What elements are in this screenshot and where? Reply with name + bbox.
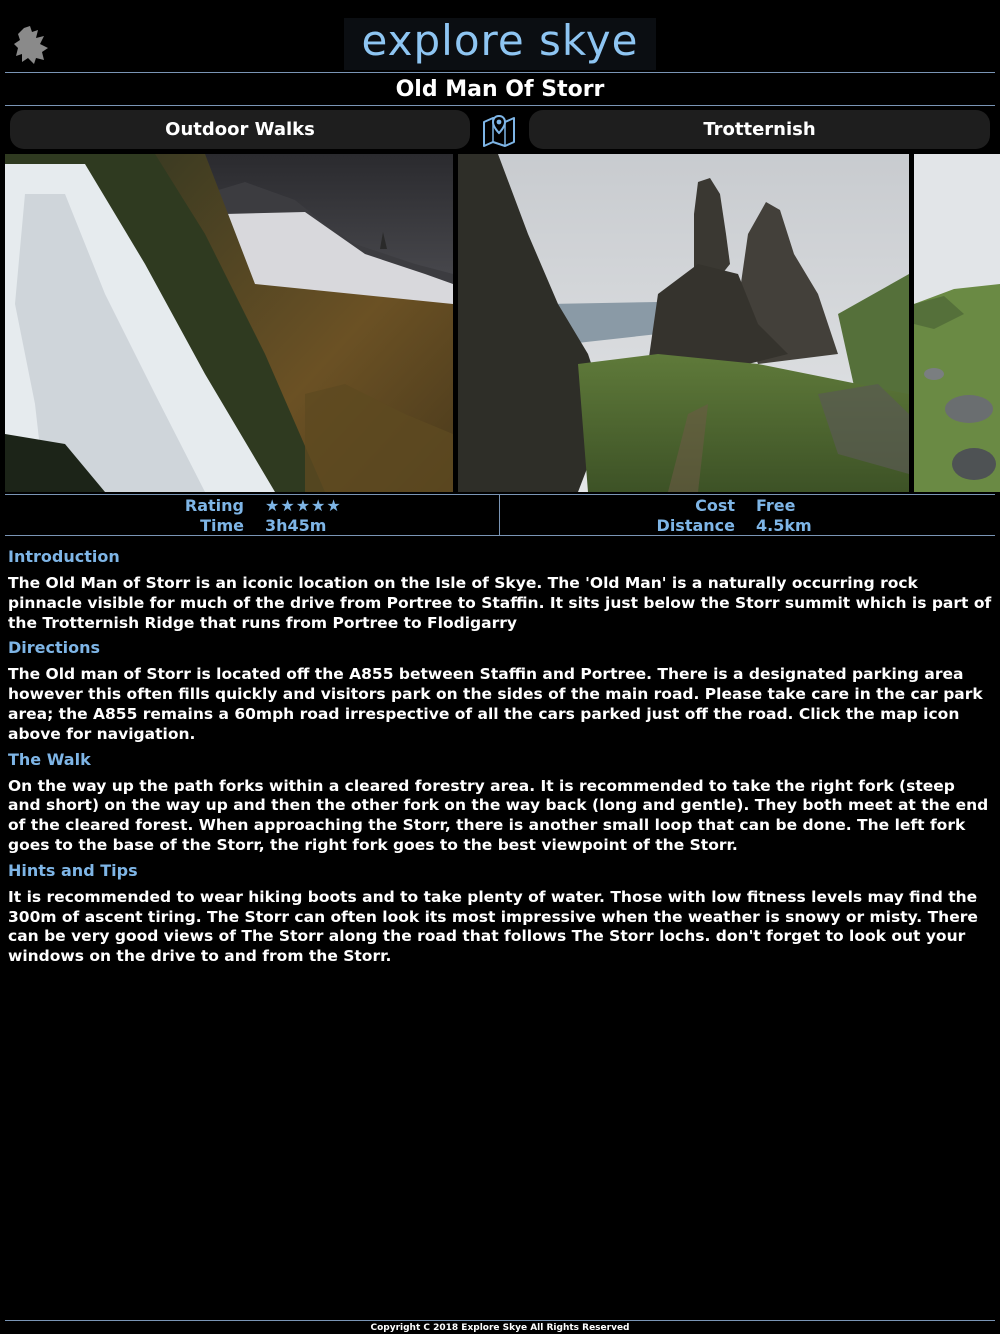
rating-label: Rating <box>184 496 244 515</box>
distance-label: Distance <box>656 516 735 535</box>
header <box>0 0 1000 72</box>
cost-label: Cost <box>695 496 735 515</box>
time-value: 3h45m <box>265 516 327 535</box>
section-heading-introduction: Introduction <box>8 547 120 566</box>
copyright-footer: Copyright C 2018 Explore Skye All Rights Reserved <box>370 1323 630 1333</box>
stats-column-divider <box>499 495 500 535</box>
gallery-photo-storr[interactable] <box>458 154 909 492</box>
title-divider <box>5 105 995 106</box>
walk-description <box>8 546 992 971</box>
explore-skye-logo <box>344 18 656 70</box>
header-divider <box>5 72 995 73</box>
region-button[interactable]: Trotternish <box>529 110 990 149</box>
section-heading-directions: Directions <box>8 638 101 658</box>
rating-stars: ★★★★★ <box>265 496 342 515</box>
section-heading-the-walk: The Walk <box>8 749 91 769</box>
page-title: Old Man Of Storr <box>395 77 605 102</box>
stats-top-divider <box>5 494 995 495</box>
map-pin-icon[interactable] <box>481 112 517 148</box>
section-body-directions: The Old man of Storr is located off the A855 between Staffin and Portree. There is a designated parking area however this often fills quickly and visitors park on the sides of the main road. Please take care in the car park area; the A855 remains a 60mph road irrespective of all the cars parked just off the road. Click the map icon above for navigation. <box>8 665 983 743</box>
section-body-hints-and-tips: It is recommended to wear hiking boots and to take plenty of water. Those with low fitness levels may find the 300m of ascent tiring. The Storr can often look its most impressive when the weather is snowy or misty. There can be very good views of The Storr along the road that follows The Storr lochs. don't forget to look out your windows on the drive to and from the Storr. <box>8 887 978 966</box>
gallery-photo-hillside[interactable] <box>914 154 1000 492</box>
cost-value: Free <box>756 496 796 515</box>
stats-bottom-divider <box>5 535 995 536</box>
isle-of-skye-map-icon[interactable] <box>10 24 52 68</box>
category-button[interactable]: Outdoor Walks <box>10 110 470 149</box>
gallery-photo-waterfall[interactable] <box>5 154 453 492</box>
section-body-the-walk: On the way up the path forks within a cleared forestry area. It is recommended to take the right fork (steep and short) on the way up and then the other fork on the way back (long and gentle). They both meet at the end of the cleared forest. When approaching the Storr, there is another small loop that can be done. The left fork goes to the base of the Storr, the right fork goes to the best viewpoint of the Storr. <box>8 776 989 854</box>
logo-text: explore skye <box>361 16 639 65</box>
section-heading-hints-and-tips: Hints and Tips <box>8 860 138 880</box>
time-label: Time <box>200 516 244 535</box>
photo-gallery[interactable] <box>0 154 1000 492</box>
distance-value: 4.5km <box>756 516 812 535</box>
section-body-introduction: The Old Man of Storr is an iconic location on the Isle of Skye. The 'Old Man' is a naturally occurring rock pinnacle visible for much of the drive from Portree to Staffin. It sits just below the Storr summit which is part of the Trotternish Ridge that runs from Portree to Flodigarry <box>8 574 992 632</box>
